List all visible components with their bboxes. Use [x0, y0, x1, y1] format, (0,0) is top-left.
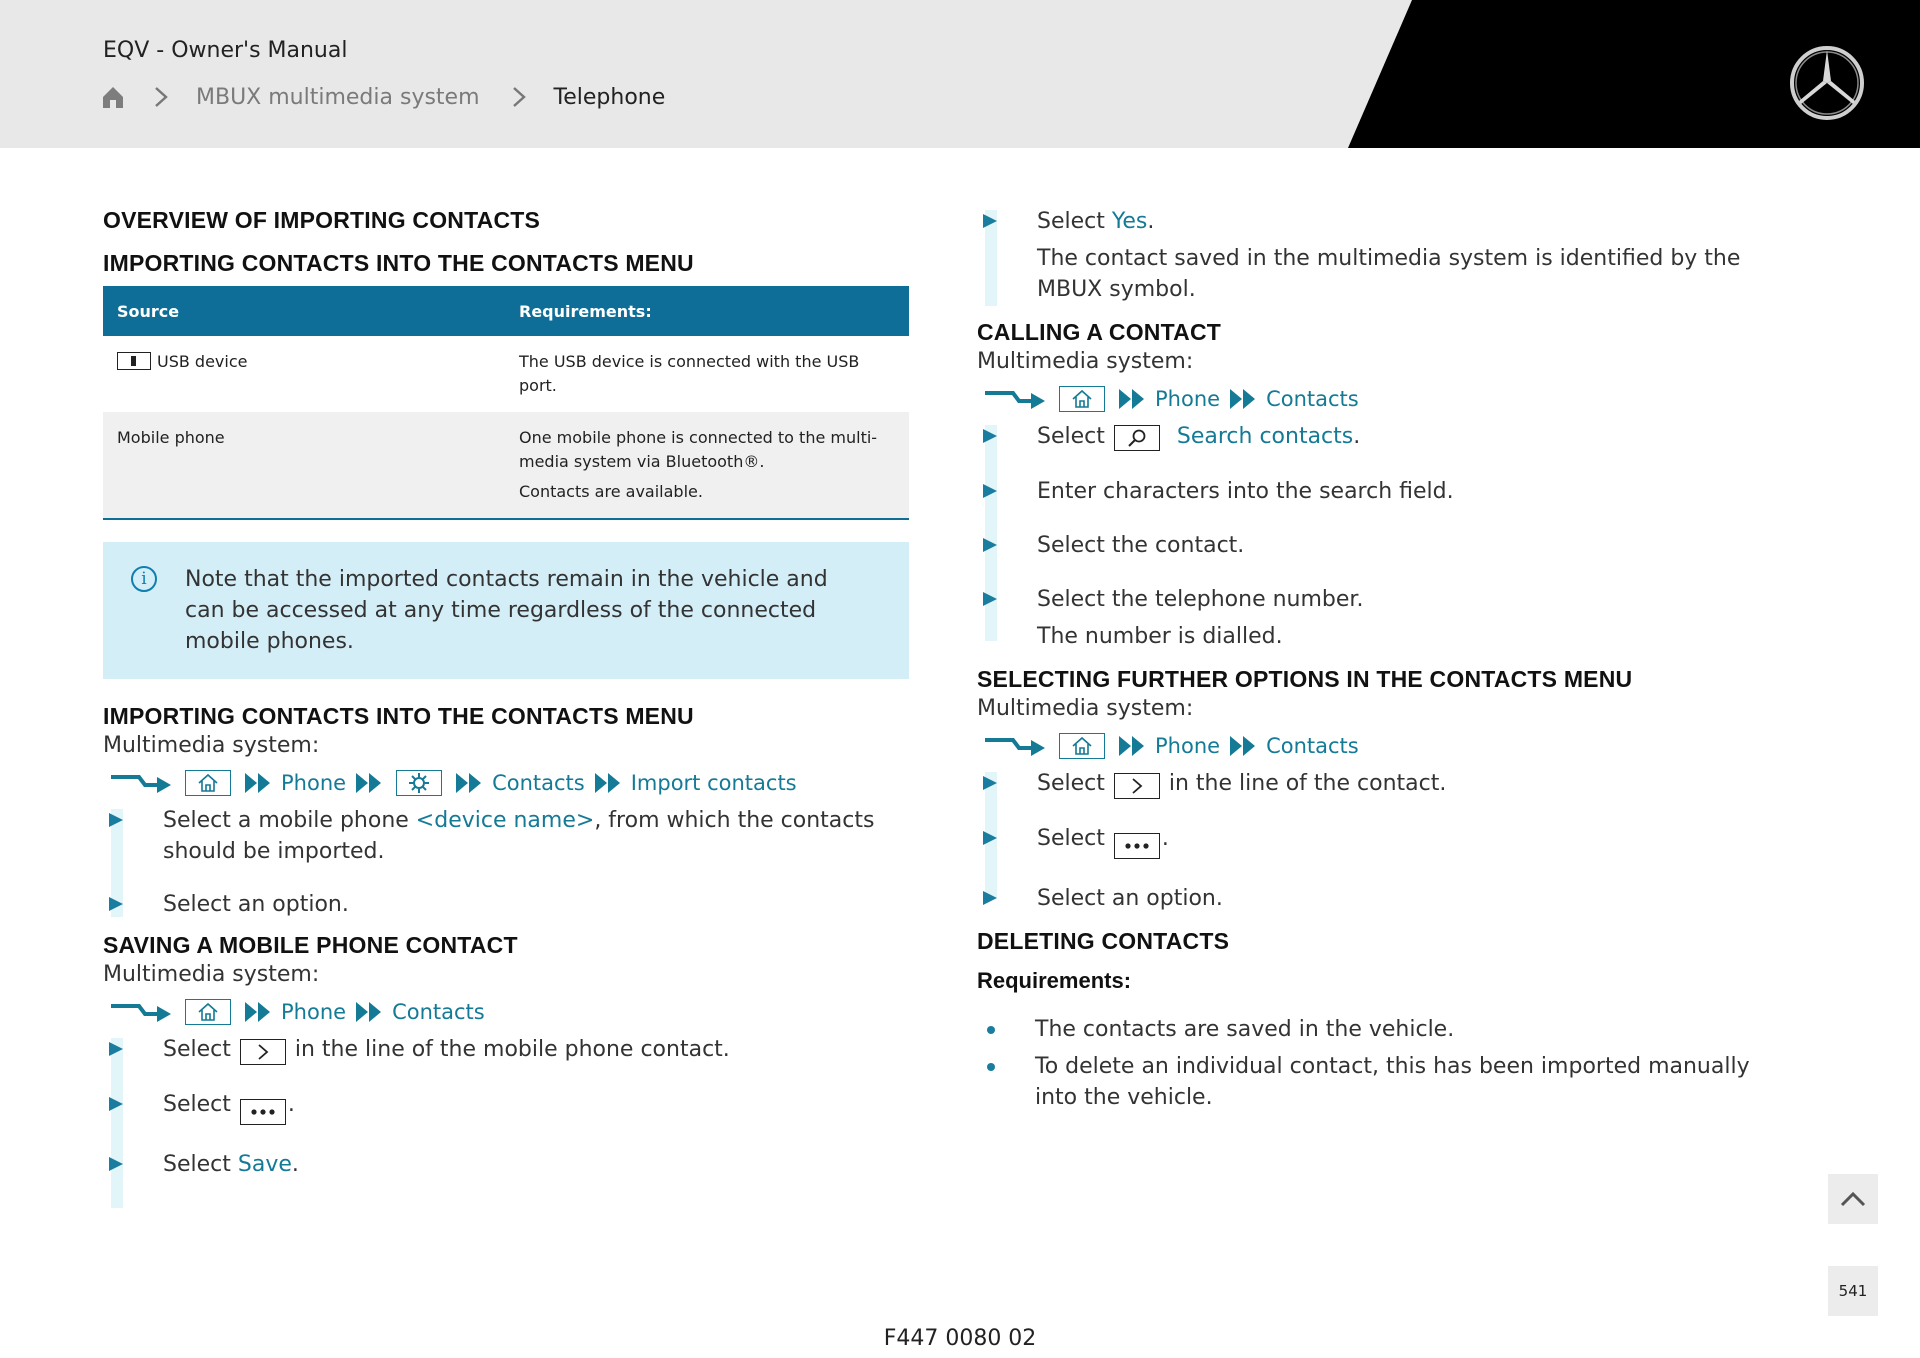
chevron-right-icon[interactable]	[240, 1039, 286, 1065]
requirements-table	[103, 286, 909, 520]
home-icon[interactable]	[100, 84, 126, 110]
subheading: Multimedia system:	[103, 733, 320, 758]
step-triangle-icon	[109, 813, 123, 827]
section-heading: SAVING A MOBILE PHONE CONTACT	[103, 932, 518, 958]
info-text: Note that the imported contacts remain in the vehicle and can be accessed at any time regardless of the connected mobile phones.	[185, 567, 828, 654]
path-item-phone[interactable]: Phone	[1155, 734, 1221, 758]
step-item: Select Yes.	[977, 206, 1797, 237]
breadcrumb-current-telephone: Telephone	[553, 84, 666, 110]
path-item-phone[interactable]: Phone	[1155, 387, 1221, 411]
step-triangle-icon	[109, 1042, 123, 1056]
more-options-icon[interactable]	[240, 1099, 286, 1125]
step-list	[977, 421, 1797, 652]
path-item-contacts[interactable]: Contacts	[1266, 387, 1359, 411]
step-triangle-icon	[983, 831, 997, 845]
brand-star-logo	[1788, 44, 1866, 122]
info-icon: i	[131, 566, 157, 592]
section-heading: IMPORTING CONTACTS INTO THE CONTACTS MENU	[103, 250, 694, 276]
step-item: Select Search contacts.	[977, 421, 1797, 452]
step-triangle-icon	[983, 776, 997, 790]
step-result: The number is dialled.	[1037, 624, 1283, 649]
table-cell: The USB device is connected with the USB port.	[505, 336, 909, 412]
chevron-right-icon	[152, 86, 170, 108]
path-item-contacts[interactable]: Contacts	[392, 1000, 485, 1024]
breadcrumb	[100, 80, 665, 114]
path-item-import-contacts[interactable]: Import contacts	[630, 771, 797, 795]
chevron-right-icon[interactable]	[1114, 773, 1160, 799]
step-triangle-icon	[983, 891, 997, 905]
home-icon[interactable]	[1059, 386, 1105, 412]
list-item: The contacts are saved in the vehicle.	[977, 1014, 1797, 1045]
forward-arrows-icon	[593, 771, 623, 795]
path-start-arrow-icon	[983, 732, 1047, 760]
section-heading: DELETING CONTACTS	[977, 928, 1230, 954]
path-item-phone[interactable]: Phone	[281, 771, 347, 795]
step-triangle-icon	[983, 484, 997, 498]
table-header-source: Source	[103, 286, 505, 336]
table-cell: One mobile phone is connected to the multi-media system via Bluetooth®.	[519, 428, 878, 471]
forward-arrows-icon	[1228, 387, 1258, 411]
subheading: Multimedia system:	[977, 696, 1194, 721]
save-link[interactable]: Save	[237, 1152, 292, 1177]
subheading: Multimedia system:	[103, 962, 320, 987]
yes-link[interactable]: Yes	[1111, 209, 1148, 234]
chevron-right-icon	[510, 86, 528, 108]
scroll-up-button[interactable]	[1828, 1174, 1878, 1224]
step-item: Select an option.	[103, 889, 909, 920]
forward-arrows-icon	[1228, 734, 1258, 758]
step-item: Enter characters into the search field.	[977, 476, 1797, 507]
step-item: Select in the line of the mobile phone contact.	[103, 1034, 909, 1065]
forward-arrows-icon	[354, 1000, 384, 1024]
table-row	[103, 412, 909, 519]
table-cell: Mobile phone	[103, 412, 505, 519]
path-item-phone[interactable]: Phone	[281, 1000, 347, 1024]
forward-arrows-icon	[1117, 734, 1147, 758]
section-heading: SELECTING FURTHER OPTIONS IN THE CONTACTS MENU	[977, 666, 1633, 692]
step-item: Select Save.	[103, 1149, 909, 1180]
forward-arrows-icon	[243, 771, 273, 795]
home-icon[interactable]	[185, 770, 231, 796]
settings-gear-icon[interactable]	[396, 770, 442, 796]
forward-arrows-icon	[454, 771, 484, 795]
step-item: Select .	[103, 1089, 909, 1125]
path-start-arrow-icon	[109, 769, 173, 797]
step-triangle-icon	[109, 1097, 123, 1111]
table-cell: USB device	[157, 352, 248, 371]
chevron-up-icon	[1828, 1174, 1878, 1224]
info-note	[103, 542, 909, 679]
path-item-contacts[interactable]: Contacts	[492, 771, 585, 795]
step-list	[103, 805, 909, 920]
step-item: Select in the line of the contact.	[977, 768, 1797, 799]
table-header-requirements: Requirements:	[505, 286, 909, 336]
right-column	[977, 200, 1797, 1113]
step-item: Select an option.	[977, 883, 1797, 914]
more-options-icon[interactable]	[1114, 833, 1160, 859]
page-number-button[interactable]: 541	[1828, 1266, 1878, 1316]
bullet-list	[977, 1014, 1797, 1113]
path-start-arrow-icon	[983, 385, 1047, 413]
section-heading: IMPORTING CONTACTS INTO THE CONTACTS MENU	[103, 703, 694, 729]
document-title: EQV - Owner's Manual	[103, 38, 348, 63]
list-item: To delete an individual contact, this has been imported manually into the vehicle.	[977, 1051, 1797, 1113]
left-column	[103, 200, 909, 1180]
menu-path	[983, 379, 1797, 419]
step-triangle-icon	[983, 592, 997, 606]
table-cell: Contacts are available.	[519, 482, 703, 501]
menu-path	[109, 992, 909, 1032]
forward-arrows-icon	[243, 1000, 273, 1024]
path-item-contacts[interactable]: Contacts	[1266, 734, 1359, 758]
step-item: Select the contact.	[977, 530, 1797, 561]
step-item: Select a mobile phone <device name>, from which the contacts should be imported.	[103, 805, 909, 867]
menu-path	[109, 763, 909, 803]
breadcrumb-link-mbux[interactable]: MBUX multimedia system	[196, 84, 480, 110]
table-row	[103, 336, 909, 412]
menu-path	[983, 726, 1797, 766]
subheading: Multimedia system:	[977, 349, 1194, 374]
home-icon[interactable]	[1059, 733, 1105, 759]
section-heading: OVERVIEW OF IMPORTING CONTACTS	[103, 207, 541, 233]
path-start-arrow-icon	[109, 998, 173, 1026]
step-list	[977, 768, 1797, 914]
step-list	[977, 206, 1797, 305]
step-triangle-icon	[983, 538, 997, 552]
section-heading: CALLING A CONTACT	[977, 319, 1222, 345]
requirements-label: Requirements:	[977, 968, 1132, 993]
forward-arrows-icon	[1117, 387, 1147, 411]
step-item: Select the telephone number.	[977, 584, 1797, 615]
step-triangle-icon	[983, 429, 997, 443]
footer-code: F447 0080 02	[883, 1326, 1037, 1351]
step-triangle-icon	[109, 1157, 123, 1171]
forward-arrows-icon	[354, 771, 384, 795]
usb-icon	[117, 352, 151, 370]
home-icon[interactable]	[185, 999, 231, 1025]
search-contacts-link[interactable]: Search contacts	[1176, 424, 1354, 449]
step-item: Select .	[977, 823, 1797, 859]
step-triangle-icon	[109, 897, 123, 911]
step-result: The contact saved in the multimedia system is identified by the MBUX symbol.	[1037, 246, 1741, 302]
step-triangle-icon	[983, 214, 997, 228]
device-name-link[interactable]: <device name>	[415, 808, 595, 833]
step-list	[103, 1034, 909, 1180]
search-icon[interactable]	[1114, 425, 1160, 451]
